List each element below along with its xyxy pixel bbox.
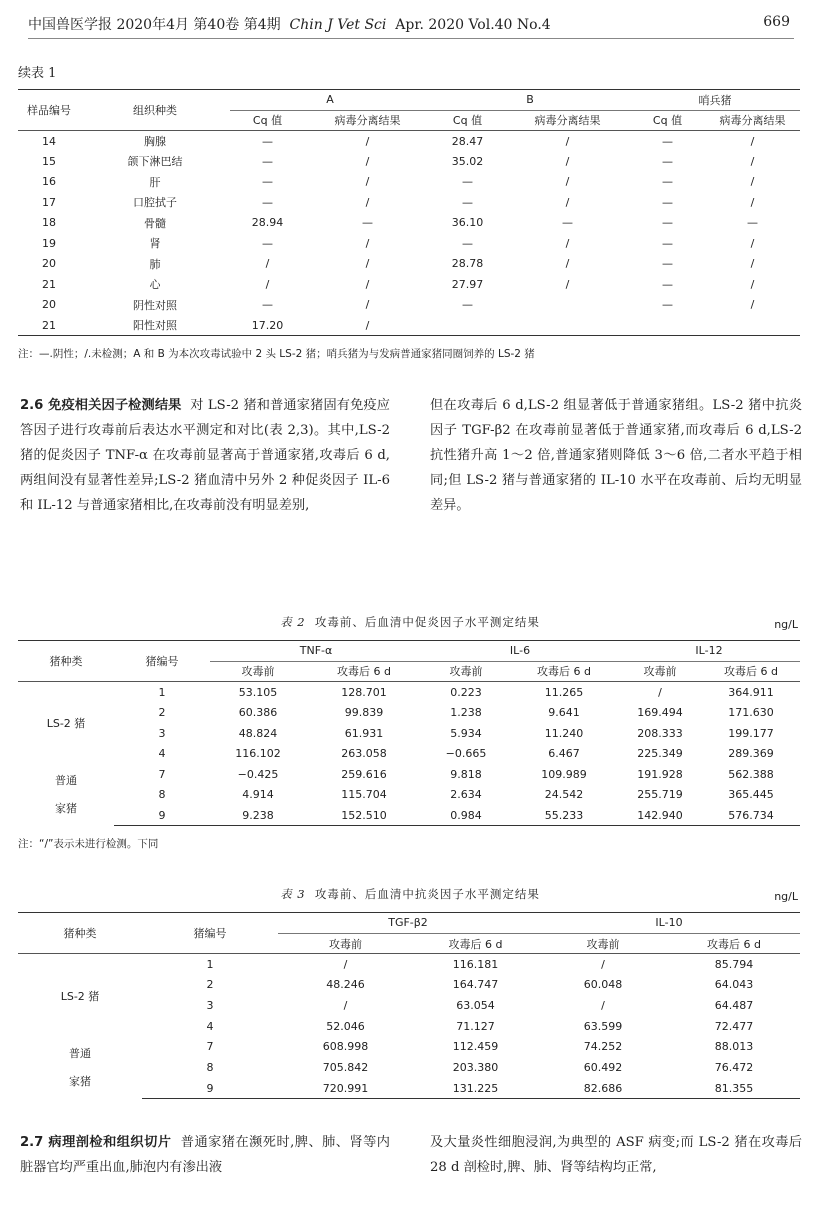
issue-meta: Apr. 2020 Vol.40 No.4 <box>395 17 551 33</box>
t2-cell-il12-post: 289.369 <box>728 747 774 761</box>
t1-cell-s-iso <box>705 315 800 336</box>
table-row <box>18 274 800 295</box>
t2-cell-no: 3 <box>158 726 166 740</box>
t2-cell-il6-pre: 2.634 <box>450 788 482 802</box>
section27-left <box>20 1130 390 1180</box>
section26-right: 但在攻毒后 6 d,LS-2 组显著低于普通家猪组。LS-2 猪中抗炎因子 TGF-β2 在攻毒前显著低于普通家猪,而攻毒后 6 d,LS-2 抗性猪升高 1～2 倍,普通家猪则降低 3～6 倍,二者水平趋于相同;但 LS-2 猪与普通家猪的 IL-10 水平在攻毒前、后均无明显差异。 <box>430 398 802 513</box>
t3-cell-il10-pre: / <box>601 957 605 971</box>
t3-cell-tgf-post: 112.459 <box>452 1040 499 1054</box>
t1-cell-b-iso: / <box>565 236 570 250</box>
table3-unit: ng/L <box>774 890 798 903</box>
t2-cell-tnf-post: 263.058 <box>341 747 387 761</box>
t3-cell-no: 4 <box>206 1019 214 1033</box>
t1-cell-tissue: 肾 <box>149 237 161 251</box>
t1-cell-s-cq: — <box>662 154 674 168</box>
t2-cell-il12-post: 576.734 <box>702 805 800 826</box>
t1-cell-s-iso: / <box>750 257 755 271</box>
t3-body <box>18 954 800 1099</box>
t1-cell-a-cq: — <box>262 236 273 250</box>
t1-body <box>18 131 800 336</box>
t2-cell-il12-post: 171.630 <box>728 706 774 720</box>
t3-cell-no: 1 <box>206 957 214 971</box>
t1-cell-a-cq: — <box>262 134 273 148</box>
t2-cell-il12-post: 199.177 <box>728 726 774 740</box>
t1-cell-b-iso <box>505 295 630 316</box>
table-row <box>18 682 800 703</box>
t2-cell-il12-post: 562.388 <box>728 767 774 781</box>
table-row <box>18 702 800 723</box>
table-row <box>18 954 800 975</box>
t1-cell-tissue: 骨髓 <box>144 216 166 230</box>
t1-cell-b-cq: — <box>462 298 473 312</box>
t1-cell-s-iso: / <box>750 154 755 168</box>
t2-cell-tnf-pre: 60.386 <box>238 706 278 720</box>
t3-cell-tgf-post: 164.747 <box>452 978 499 992</box>
t1-cell-b-iso: / <box>565 195 570 209</box>
t2-cell-il12-pre: 255.719 <box>637 788 683 802</box>
t3-cell-tgf-post: 203.380 <box>452 1061 499 1075</box>
table3-label: 表 3 <box>280 887 306 901</box>
journal-abbrev: Chin J Vet Sci <box>289 17 387 33</box>
t1-cell-s-cq: — <box>662 236 674 250</box>
t1-cell-b-cq: — <box>462 195 473 209</box>
t1-cell-a-iso: / <box>365 195 370 209</box>
t1-cell-sample: 18 <box>42 216 56 230</box>
table1-continued-label: 续表 1 <box>18 66 57 81</box>
t1-cell-s-iso: / <box>750 236 755 250</box>
table2 <box>18 640 800 826</box>
t2-cell-il6-post: 11.265 <box>544 685 584 699</box>
table-row <box>18 213 800 234</box>
t1-cell-s-cq: — <box>662 216 674 230</box>
t2-cell-il12-pre: / <box>658 685 662 699</box>
t1-cell-s-cq: — <box>662 257 674 271</box>
t2-body <box>18 682 800 826</box>
t1-header-group-sentinel: 哨兵猪 <box>630 90 800 111</box>
t2-cell-tnf-post: 99.839 <box>344 706 384 720</box>
t1-cell-s-cq: — <box>662 134 674 148</box>
t1-cell-a-iso: / <box>365 154 370 168</box>
t1-cell-b-iso <box>505 315 630 336</box>
t1-sub-iso: 病毒分离结果 <box>505 110 630 131</box>
t1-cell-s-cq <box>630 315 705 336</box>
t2-cell-il6-pre: −0.665 <box>445 747 487 761</box>
t3-cell-il10-post: 76.472 <box>714 1061 754 1075</box>
t3-cell-il10-pre: 82.686 <box>538 1078 668 1099</box>
t3-cell-no: 2 <box>206 978 214 992</box>
table-row <box>18 295 800 316</box>
t2-cell-il6-post: 109.989 <box>541 767 587 781</box>
t2-header-il12: IL-12 <box>618 641 800 662</box>
t2-cell-no: 1 <box>158 685 166 699</box>
t2-sub-post: 攻毒后 6 d <box>702 661 800 682</box>
t3-cell-tgf-post: 116.181 <box>452 957 499 971</box>
t1-cell-s-iso: / <box>750 195 755 209</box>
t2-cell-no: 2 <box>158 706 166 720</box>
t1-sub-iso: 病毒分离结果 <box>305 110 430 131</box>
t3-cell-il10-post: 88.013 <box>714 1040 754 1054</box>
t2-cell-il6-post: 11.240 <box>544 726 584 740</box>
t3-cell-tgf-post: 71.127 <box>456 1019 495 1033</box>
t1-cell-a-iso: — <box>362 216 373 230</box>
t1-cell-s-iso: / <box>750 277 755 291</box>
t1-cell-b-iso: / <box>565 277 570 291</box>
t1-cell-b-iso: / <box>565 257 570 271</box>
section26-left <box>20 393 390 518</box>
page-number: 669 <box>763 14 790 30</box>
t2-cell-il12-pre: 225.349 <box>637 747 683 761</box>
t2-cell-tnf-post: 128.701 <box>341 685 387 699</box>
t2-cell-il12-pre: 191.928 <box>637 767 683 781</box>
t3-sub-pre: 攻毒前 <box>278 933 413 954</box>
t2-cell-il12-pre: 169.494 <box>637 706 683 720</box>
t1-cell-b-cq: 27.97 <box>451 277 484 291</box>
t2-cell-tnf-post: 61.931 <box>344 726 384 740</box>
table-row <box>18 172 800 193</box>
t1-cell-tissue: 心 <box>149 278 161 292</box>
t1-cell-a-iso: / <box>365 236 370 250</box>
t3-cell-il10-post: 64.043 <box>714 978 754 992</box>
t2-cell-il12-post: 364.911 <box>728 685 774 699</box>
t1-sub-cq: Cq 值 <box>630 110 705 131</box>
t3-cell-il10-post: 81.355 <box>668 1078 800 1099</box>
t2-cell-il6-post: 6.467 <box>548 747 580 761</box>
t3-cell-il10-post: 64.487 <box>714 999 754 1013</box>
t2-cell-il6-pre: 9.818 <box>450 767 482 781</box>
t3-header-no: 猪编号 <box>142 913 278 954</box>
t3-cell-il10-pre: 60.492 <box>583 1061 623 1075</box>
t2-cell-il6-pre: 5.934 <box>450 726 482 740</box>
t1-cell-a-cq: — <box>262 154 273 168</box>
t2-header-breed: 猪种类 <box>18 641 114 682</box>
t3-sub-pre: 攻毒前 <box>538 933 668 954</box>
t1-cell-sample: 20 <box>42 257 56 271</box>
t1-cell-a-iso: / <box>365 277 370 291</box>
t1-cell-sample: 17 <box>42 195 56 209</box>
t1-cell-a-cq: / <box>265 277 270 291</box>
t1-cell-b-cq: 36.10 <box>451 216 484 230</box>
t2-cell-tnf-post: 259.616 <box>341 767 387 781</box>
section27-heading: 2.7 病理剖检和组织切片 <box>20 1135 172 1150</box>
t2-sub-post: 攻毒后 6 d <box>510 661 618 682</box>
t1-cell-sample: 15 <box>42 154 56 168</box>
t3-cell-tgf-pre: / <box>343 957 348 971</box>
t1-cell-b-iso: / <box>565 134 570 148</box>
t3-cell-tgf-pre: 52.046 <box>326 1019 365 1033</box>
t1-cell-s-cq: — <box>662 195 674 209</box>
t1-cell-tissue: 颌下淋巴结 <box>127 155 183 169</box>
t1-cell-b-cq: 35.02 <box>451 154 484 168</box>
t2-cell-il12-pre: 208.333 <box>637 726 683 740</box>
t1-cell-b-cq: 28.78 <box>451 257 484 271</box>
t2-cell-il6-post: 9.641 <box>548 706 580 720</box>
t1-cell-tissue: 阳性对照 <box>80 315 230 336</box>
t1-cell-tissue: 肝 <box>149 175 161 189</box>
header-left <box>28 14 551 34</box>
t3-breed-common-line2: 家猪 <box>69 1074 91 1088</box>
t2-cell-il6-pre: 1.238 <box>450 706 482 720</box>
t2-cell-il6-post: 24.542 <box>544 788 584 802</box>
t2-header-tnf: TNF-α <box>210 641 422 662</box>
section27-right: 及大量炎性细胞浸润,为典型的 ASF 病变;而 LS-2 猪在攻毒后 28 d 剖检时,脾、肺、肾等结构均正常, <box>430 1135 802 1175</box>
t2-cell-il12-pre: 142.940 <box>618 805 702 826</box>
t3-cell-tgf-pre: / <box>343 999 348 1013</box>
t2-cell-tnf-pre: 9.238 <box>210 805 306 826</box>
t3-cell-no: 3 <box>206 999 214 1013</box>
t1-cell-sample: 21 <box>42 277 56 291</box>
t3-cell-il10-pre: 74.252 <box>583 1040 623 1054</box>
table-row <box>18 785 800 806</box>
table-row <box>18 315 800 336</box>
t2-cell-no: 7 <box>158 767 166 781</box>
t1-cell-a-cq: 17.20 <box>230 315 305 336</box>
t1-cell-sample: 16 <box>42 175 56 189</box>
t1-cell-b-iso: — <box>562 216 573 230</box>
t2-cell-tnf-pre: 48.824 <box>238 726 278 740</box>
t1-cell-sample: 20 <box>42 298 56 312</box>
table-row <box>18 151 800 172</box>
t1-sub-cq: Cq 值 <box>430 110 505 131</box>
t1-cell-s-iso: / <box>750 298 755 312</box>
table2-unit: ng/L <box>774 618 798 631</box>
t3-sub-post: 攻毒后 6 d <box>413 933 538 954</box>
t1-cell-b-iso: / <box>565 175 570 189</box>
t2-sub-post: 攻毒后 6 d <box>306 661 422 682</box>
t2-sub-pre: 攻毒前 <box>618 661 702 682</box>
t3-cell-tgf-pre: 720.991 <box>278 1078 413 1099</box>
t1-header-tissue: 组织种类 <box>80 90 230 131</box>
t1-cell-b-cq: — <box>462 175 473 189</box>
t1-cell-tissue: 胸腺 <box>144 135 166 148</box>
t3-header-breed: 猪种类 <box>18 913 142 954</box>
t3-header-il10: IL-10 <box>538 913 800 934</box>
t3-cell-tgf-pre: 705.842 <box>322 1061 369 1075</box>
t2-cell-tnf-pre: 116.102 <box>235 747 281 761</box>
t3-cell-no: 9 <box>142 1078 278 1099</box>
t1-cell-sample: 21 <box>18 315 80 336</box>
t1-cell-b-cq: 28.47 <box>451 134 484 148</box>
t2-cell-breed-common <box>18 764 114 826</box>
table3-title: 攻毒前、后血清中抗炎因子水平测定结果 <box>314 887 540 901</box>
t1-header-group-b: B <box>430 90 630 111</box>
t1-sub-cq: Cq 值 <box>230 110 305 131</box>
t1-cell-tissue: 肺 <box>149 257 161 271</box>
t1-cell-s-iso: / <box>750 134 755 148</box>
t3-cell-il10-pre: / <box>601 999 605 1013</box>
t3-cell-il10-post: 85.794 <box>714 957 754 971</box>
t1-cell-a-iso: / <box>365 257 370 271</box>
t1-cell-sample: 14 <box>42 134 56 148</box>
t2-cell-breed-ls: LS-2 猪 <box>46 717 86 731</box>
t2-cell-no: 9 <box>114 805 210 826</box>
t2-cell-no: 4 <box>158 747 166 761</box>
t3-cell-tgf-pre: 48.246 <box>326 978 365 992</box>
t1-header-group-a: A <box>230 90 430 111</box>
t3-cell-tgf-post: 131.225 <box>413 1078 538 1099</box>
t2-cell-il6-pre: 0.984 <box>422 805 510 826</box>
t1-cell-s-iso: / <box>750 175 755 189</box>
t2-cell-il12-post: 365.445 <box>728 788 774 802</box>
section27-left-text: 普通家猪在濒死时,脾、肺、肾等内脏器官均严重出血,肺泡内有渗出液 <box>20 1135 390 1175</box>
t1-cell-b-iso: / <box>565 154 570 168</box>
t3-cell-il10-pre: 63.599 <box>583 1019 623 1033</box>
table2-note: 注：“/”表示未进行检测。下同 <box>18 838 159 850</box>
table2-title: 攻毒前、后血清中促炎因子水平测定结果 <box>314 615 540 629</box>
t1-cell-s-cq: — <box>662 175 674 189</box>
t2-breed-common-line1: 普通 <box>55 773 77 787</box>
t3-cell-tgf-post: 63.054 <box>456 999 495 1013</box>
t1-cell-b-cq: — <box>462 236 473 250</box>
t3-cell-breed-ls: LS-2 猪 <box>60 989 100 1003</box>
t2-sub-pre: 攻毒前 <box>422 661 510 682</box>
t2-cell-tnf-post: 115.704 <box>341 788 387 802</box>
t1-cell-s-cq: — <box>662 298 674 312</box>
t1-cell-a-cq: 28.94 <box>251 216 284 230</box>
table3 <box>18 912 800 1099</box>
t3-breed-common-line1: 普通 <box>69 1046 91 1060</box>
section26-left-text: 对 LS-2 猪和普通家猪固有免疫应答因子进行攻毒前后表达水平测定和对比(表 2,3)。其中,LS-2 猪的促炎因子 TNF-α 在攻毒前显著高于普通家猪,攻毒后 6 d,两组间没有显著性差异;LS-2 猪血清中另外 2 种促炎因子 IL-6 和 IL-12 与普通家猪相比,在攻毒前没有明显差别, <box>20 398 390 513</box>
t2-cell-il6-post: 55.233 <box>510 805 618 826</box>
table-row <box>18 233 800 254</box>
t3-header-tgf: TGF-β2 <box>278 913 538 934</box>
table1-note: 注：—.阴性；/.未检测；A 和 B 为本次攻毒试验中 2 头 LS-2 猪；哨兵猪为与发病普通家猪同圈饲养的 LS-2 猪 <box>18 348 535 360</box>
journal-cn: 中国兽医学报 2020年4月 第40卷 第4期 <box>28 17 281 33</box>
t1-cell-a-cq: — <box>262 175 273 189</box>
t2-breed-common-line2: 家猪 <box>55 801 77 815</box>
table3-caption <box>0 886 820 902</box>
t1-cell-a-iso: / <box>365 298 370 312</box>
t2-cell-no: 8 <box>158 788 166 802</box>
t2-cell-tnf-pre: 4.914 <box>242 788 274 802</box>
t3-cell-breed-common <box>18 1037 142 1099</box>
t1-cell-sample: 19 <box>42 236 56 250</box>
t1-cell-b-cq <box>430 315 505 336</box>
t1-cell-tissue: 口腔拭子 <box>133 196 177 210</box>
section26-heading: 2.6 免疫相关因子检测结果 <box>20 398 182 413</box>
t3-cell-tgf-pre: 608.998 <box>322 1040 369 1054</box>
table-row <box>18 743 800 764</box>
table-row <box>18 805 800 826</box>
table2-label: 表 2 <box>280 615 306 629</box>
t2-cell-tnf-pre: 53.105 <box>238 685 278 699</box>
table1 <box>18 89 800 336</box>
t1-cell-a-cq: / <box>265 257 270 271</box>
t2-header-no: 猪编号 <box>114 641 210 682</box>
t3-cell-il10-post: 72.477 <box>714 1019 754 1033</box>
t1-cell-a-iso: / <box>365 134 370 148</box>
t3-cell-no: 7 <box>206 1040 214 1054</box>
table-row <box>18 131 800 152</box>
t1-cell-tissue: 阴性对照 <box>133 298 177 312</box>
table-row <box>18 1037 800 1058</box>
t2-sub-pre: 攻毒前 <box>210 661 306 682</box>
t2-cell-il6-pre: 0.223 <box>450 685 482 699</box>
table-row <box>18 192 800 213</box>
t2-cell-tnf-pre: −0.425 <box>237 767 279 781</box>
table-row <box>18 764 800 785</box>
t3-sub-post: 攻毒后 6 d <box>668 933 800 954</box>
t3-cell-il10-pre: 60.048 <box>583 978 623 992</box>
t1-cell-a-cq: — <box>262 298 273 312</box>
t2-header-il6: IL-6 <box>422 641 618 662</box>
t1-sub-iso: 病毒分离结果 <box>705 110 800 131</box>
t1-header-sample: 样品编号 <box>18 90 80 131</box>
t3-cell-no: 8 <box>206 1061 214 1075</box>
running-header <box>28 14 794 39</box>
t1-cell-a-cq: — <box>262 195 273 209</box>
t1-cell-s-cq: — <box>662 277 674 291</box>
t1-cell-a-iso: / <box>365 175 370 189</box>
table-row <box>18 254 800 275</box>
table-row <box>18 723 800 744</box>
table2-caption <box>0 614 820 630</box>
t1-cell-a-iso: / <box>305 315 430 336</box>
t2-cell-tnf-post: 152.510 <box>306 805 422 826</box>
t1-cell-s-iso: — <box>747 216 759 230</box>
